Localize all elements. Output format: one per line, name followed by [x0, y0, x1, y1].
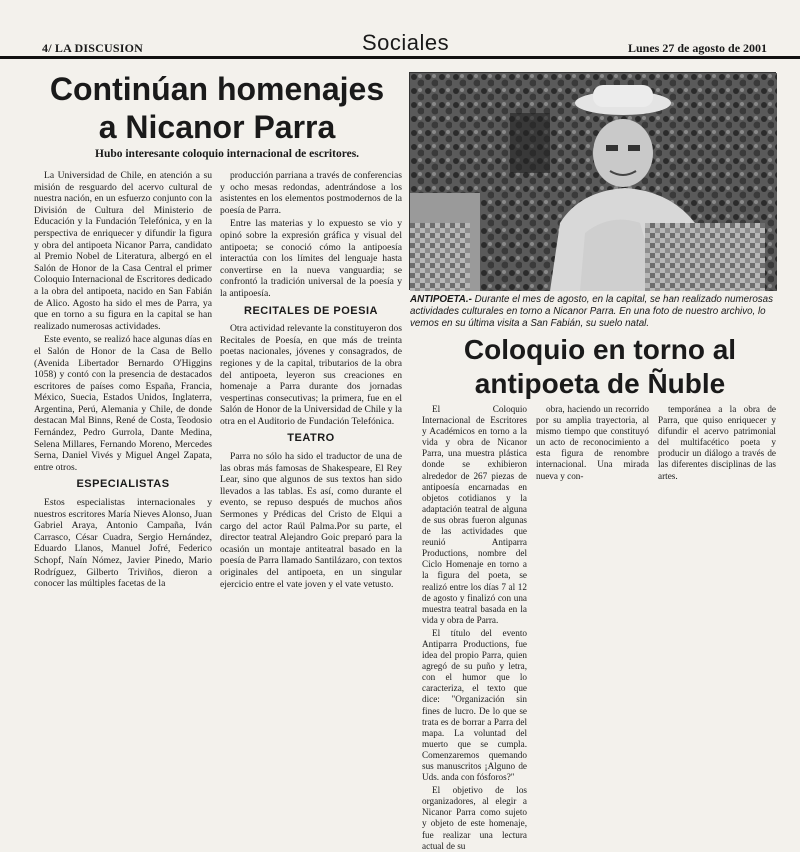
paragraph: El objetivo de los organizadores, al elegir a Nicanor Parra como sujeto y objeto de este homenaje, fue realizar una lectura actual de su	[422, 785, 527, 851]
paragraph: Entre las materias y lo expuesto se vio y opinó sobre la expresión gráfica y visual del antipoeta; se conoció cómo la antipoesía interactúa con los límites del lenguaje hasta convertirse en la nueva vanguardia; se confrontó la tradición universal de la poesía y la antipoesía.	[220, 218, 402, 299]
paragraph: La Universidad de Chile, en atención a su misión de resguardo del acervo cultural de nuestra nación, en un esfuerzo conjunto con la División de Cultura del Ministerio de Educación y la Fundación Telefónica, y en la perspectiva de enriquecer y difundir la figura y obra del antipoeta Nicanor Parra, candidato al Premio Nobel de Literatura, albergó en el Salón de Honor de la Casa Central el primer Coloquio Internacional de Escritores dedicado a la obra del antipoeta, nacido en San Fabián de Alico. Agosto ha sido el mes de Parra, ya que en torno a su figura en la capital se han realizado numerosas actividades.	[34, 170, 212, 332]
photo-portrait	[410, 73, 777, 291]
paragraph: El título del evento Antiparra Productions, fue idea del propio Parra, quien agregó de su puño y letra, con el humor que lo caracteriza, el texto que dice: "Organización sin fines de lucro. De lo que se trata es de borrar a Parra del mapa. La voluntad del muerto que se cumpla. Comenzaremos quemando sus manuscritos ¡Alguno de Uds. anda con fósforos?"	[422, 627, 527, 783]
paragraph: obra, haciendo un recorrido por su amplia trayectoria, al mismo tiempo que constituyó un acto de reconocimiento a esta figura de renombre internacional. Una mirada nueva y con-	[536, 404, 649, 481]
article2-headline	[420, 333, 780, 401]
headline-line-2: a Nicanor Parra	[98, 109, 336, 145]
paragraph: temporánea a la obra de Parra, que quiso enriquecer y difundir el acervo patrimonial del multifacético poeta y producir un diálogo a través de las diferentes disciplinas de las artes.	[658, 404, 776, 481]
section-title: Sociales	[362, 30, 450, 55]
paragraph: Parra no sólo ha sido el traductor de una de las obras más famosas de Shakespeare, El Rey Lear, sino que algunos de sus textos han sido llevados a las tablas. Es así, como durante el evento, se repuso después de muchos años Sermones y Prédicas del Cristo de Elqui a cargo del actor Raúl Palma.Por su parte, el director teatral Alejandro Goic preparó para la ocasión un montaje antiteatral basado en la poesía de Parra llamado Santilázaro, con textos originales del antipoeta, en un singular ejercicio entre el vate joven y el vate vetusto.	[220, 451, 402, 590]
article2-column-3	[658, 404, 776, 494]
headline2-line-2: antipoeta de Ñuble	[474, 368, 726, 399]
photo-caption	[410, 294, 778, 330]
subheading-especialistas: ESPECIALISTAS	[76, 478, 170, 491]
page-number-and-paper: 4/ LA DISCUSION	[42, 41, 144, 55]
article-photo	[409, 72, 776, 290]
article2-column-1	[422, 404, 527, 851]
article-headline	[34, 70, 400, 146]
subheading-teatro: TEATRO	[287, 432, 335, 445]
paragraph: Estos especialistas internacionales y nuestros escritores María Nieves Alonso, Juan Gabriel Araya, Antonio Campaña, Iván Carrasco, César Cuadra, Sergio Hernández, Eduardo Llanos, Manuel Jofré, Federico Schopf, Naín Nómez, Javier Pinedo, Mario Rodríguez, Gilberto Triviños, dieron a conocer las múltiples facetas de la	[34, 497, 212, 590]
headline2-line-1: Coloquio en torno al	[463, 334, 737, 365]
article-column-1	[34, 170, 212, 820]
paragraph: Este evento, se realizó hace algunas días en el Salón de Honor de la Casa de Bello (Avenida Libertador Bernardo O'Higgins 1058) y contó con la presencia de destacados escritores de países como España, Francia, México, Suecia, Estados Unidos, Inglaterra, Argentina, Perú, Alemania y Chile, de donde destacan Mal Binns, René de Costa, Teodosio Fernández, Pedro Gurrola, Dante Medina, Selena Millares, Fernando Moreno, Mercedes Serna, Daniel Vivés y Miguel Angel Zapata, entre otros.	[34, 334, 212, 473]
paragraph: producción parriana a través de conferencias y ocho mesas redondas, adentrándose a los asistentes en los elementos postmodernos de la poesía de Parra.	[220, 170, 402, 216]
issue-date: Lunes 27 de agosto de 2001	[628, 41, 768, 55]
paragraph: Otra actividad relevante la constituyeron dos Recitales de Poesía, en que más de treinta poetas nacionales, jóvenes y consagrados, de regiones y de la capital, tributarios de la obra del antipoeta, leyeron sus creaciones en homenaje a Parra durante dos jornadas vespertinas consecutivas; la primera, fue en el Salón de Honor de la Universidad de Chile y la otra en el Auditorio de Fundación Telefónica.	[220, 323, 402, 427]
article-column-2	[220, 170, 402, 820]
article-kicker: Hubo interesante coloquio internacional de escritores.	[95, 148, 360, 160]
headline-line-1: Continúan homenajes	[49, 71, 385, 107]
caption-text: Durante el mes de agosto, en la capital, se han realizado numerosas actividades culturales en torno a Nicanor Parra. En una foto de nuestro archivo, lo vemos en su última visita a San Fabián, su suelo natal.	[410, 294, 774, 329]
subheading-recitales: RECITALES DE POESIA	[244, 304, 378, 317]
header-rule	[0, 56, 800, 59]
article2-column-2	[536, 404, 649, 494]
caption-lead: ANTIPOETA.-	[410, 294, 472, 305]
paragraph: El Coloquio Internacional de Escritores y Académicos en torno a la vida y obra de Nicanor Parra, una muestra plástica donde se exhibieron alrededor de 267 piezas de antipoesía encarnadas en objetos cotidianos y la adaptación teatral de alguna de sus obras fueron algunas de las actividades que reunió Antiparra Productions, nombre del Ciclo Homenaje en torno a la figura del poeta, se realizó entre los días 7 al 12 de agosto y finalizó con una muestra teatral basada en la vida y obra de Parra.	[422, 404, 527, 625]
